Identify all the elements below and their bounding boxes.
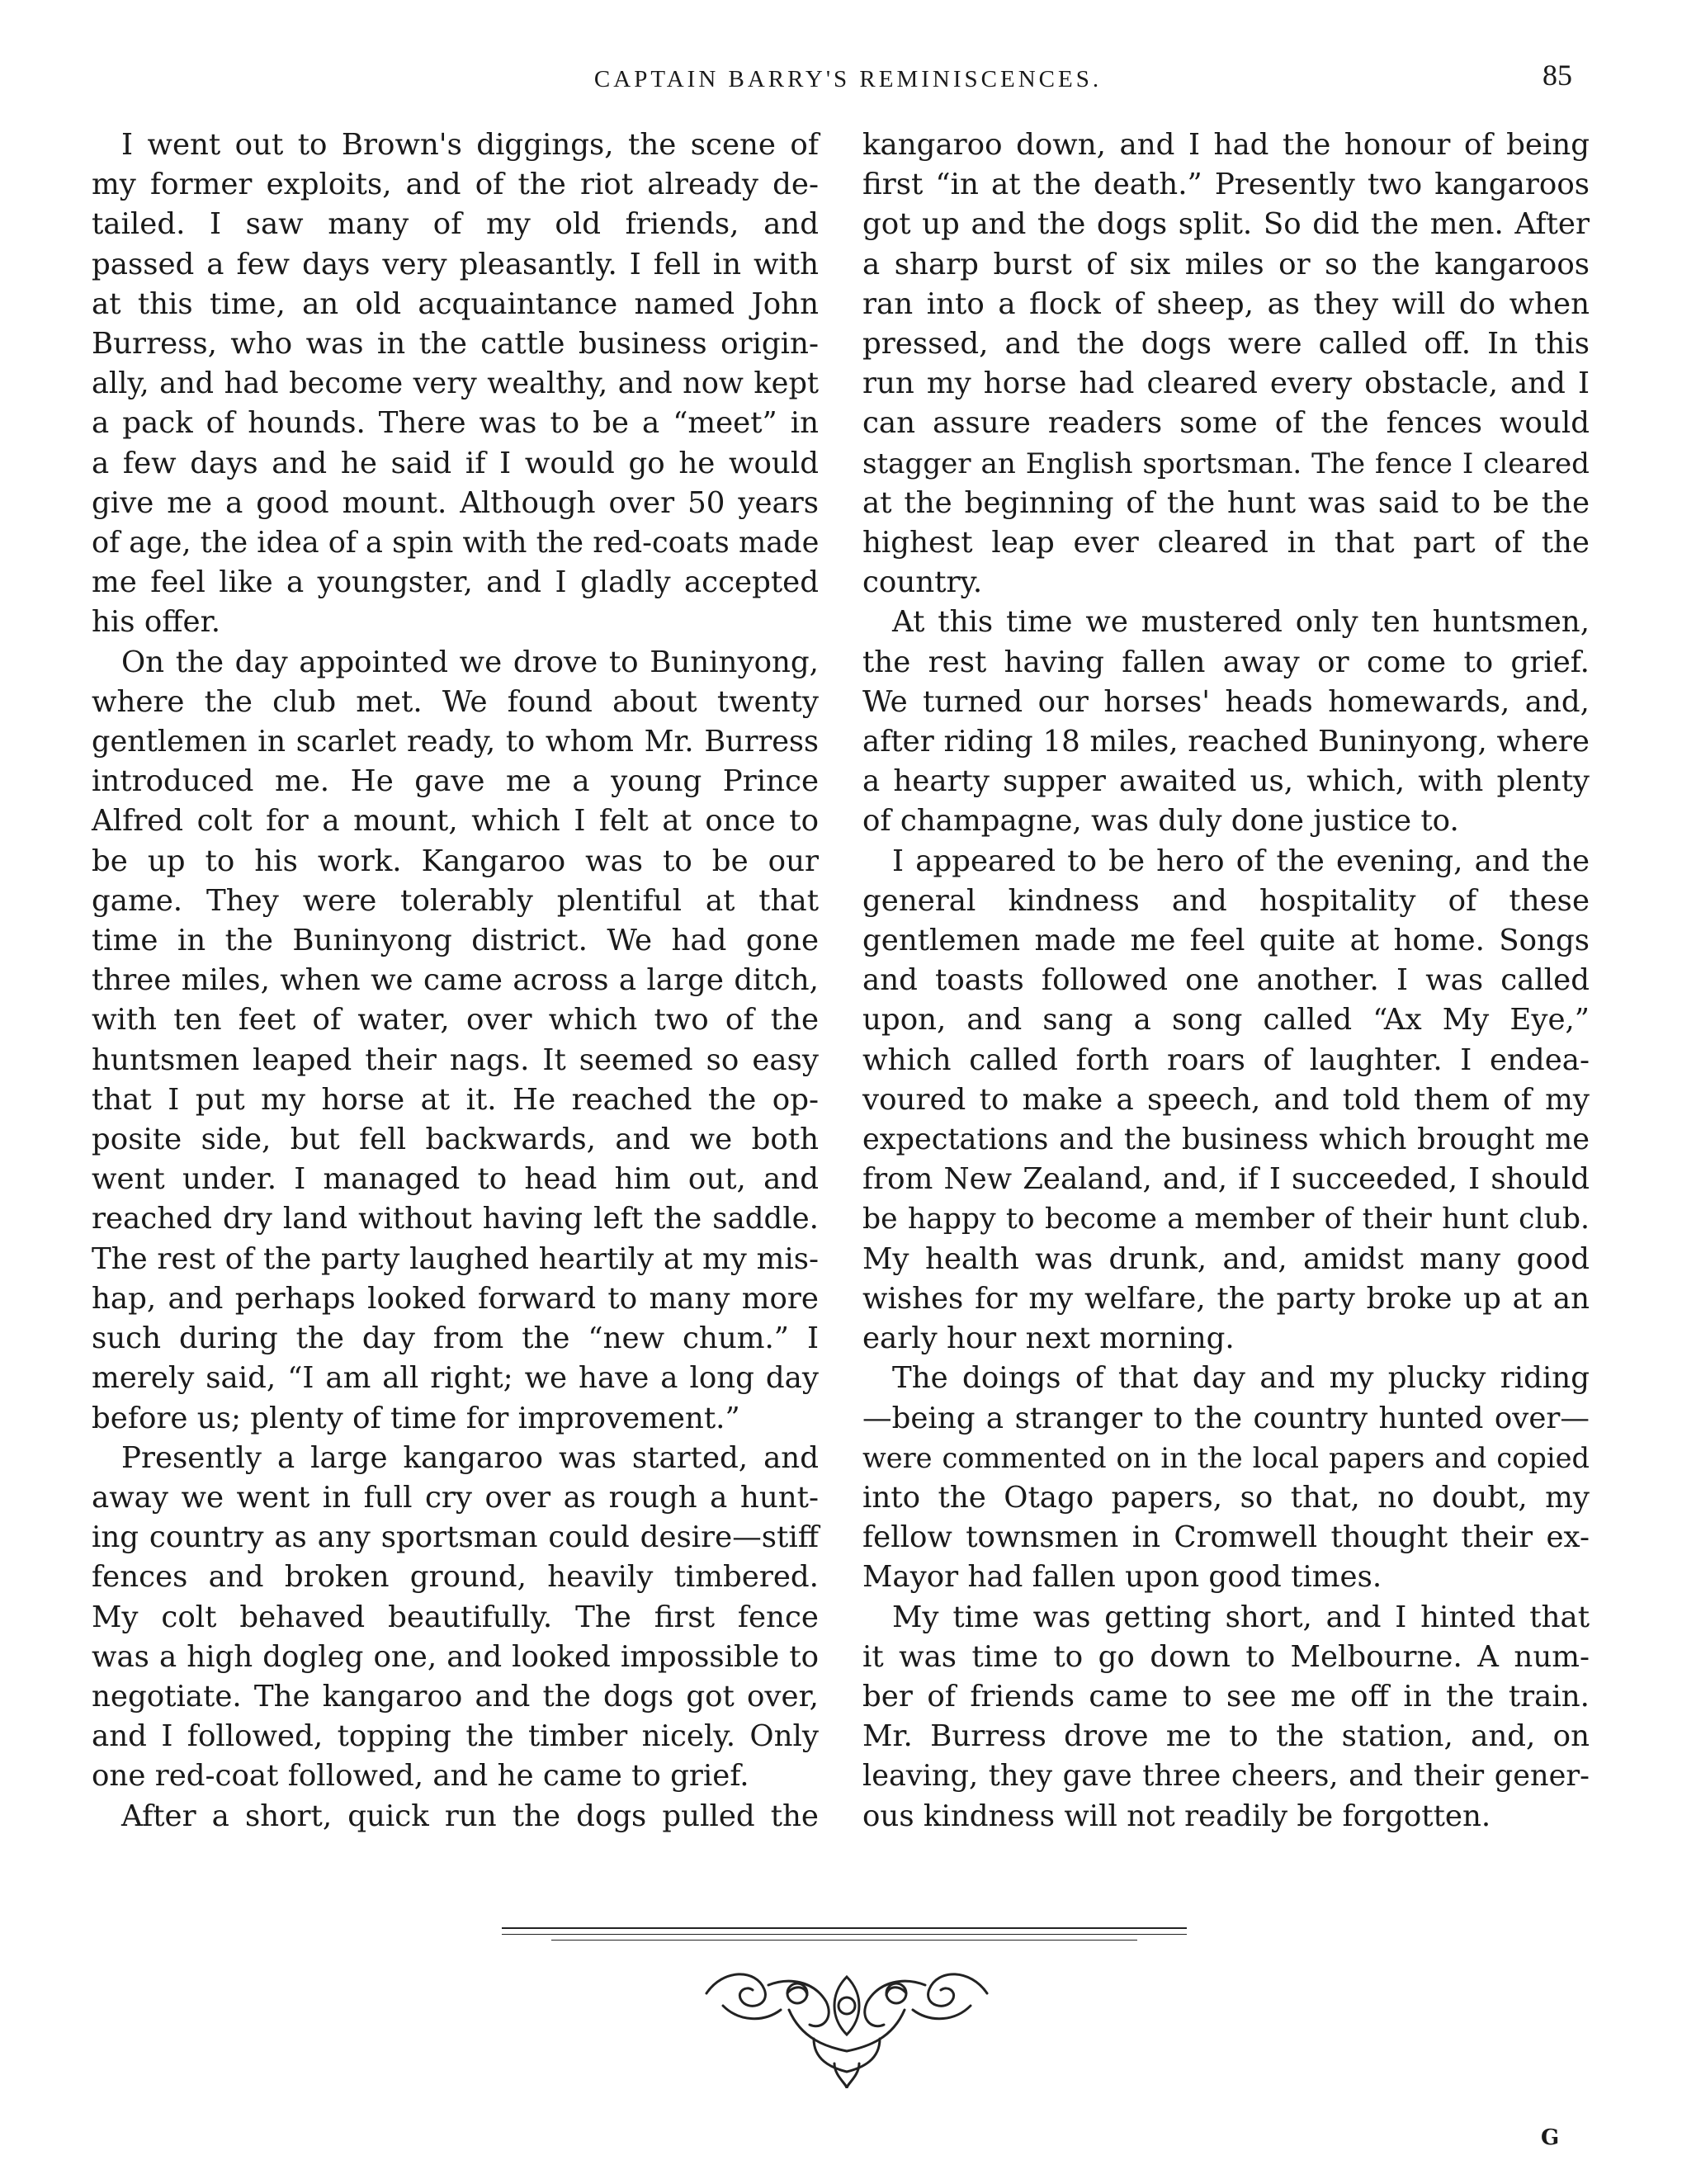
text-line: were commented on in the local papers and copied bbox=[862, 1441, 1590, 1474]
text-line: The doings of that day and my plucky riding bbox=[892, 1361, 1590, 1396]
text-line: into the Otago papers, so that, no doubt, my bbox=[862, 1480, 1590, 1515]
text-line: a sharp burst of six miles or so the kangaroos bbox=[862, 247, 1590, 281]
ornament-tailpiece-icon bbox=[690, 1960, 1004, 2092]
text-line: before us; plenty of time for improvement.” bbox=[92, 1401, 740, 1435]
text-line: kangaroo down, and I had the honour of being bbox=[862, 128, 1590, 162]
text-line: At this time we mustered only ten huntsmen, bbox=[892, 605, 1590, 640]
text-line: Alfred colt for a mount, which I felt at once to bbox=[92, 804, 819, 839]
text-line: ing country as any sportsman could desire—stiff bbox=[92, 1520, 819, 1555]
text-line: fellow townsmen in Cromwell thought their ex- bbox=[862, 1520, 1590, 1555]
text-line: The rest of the party laughed heartily at my mis- bbox=[92, 1241, 819, 1276]
text-line: away we went in full cry over as rough a hunt- bbox=[92, 1480, 819, 1515]
text-line: three miles, when we came across a large ditch, bbox=[92, 963, 819, 998]
text-line: leaving, they gave three cheers, and their gener- bbox=[862, 1759, 1590, 1794]
text-line: passed a few days very pleasantly. I fell in with bbox=[92, 247, 819, 281]
running-head: CAPTAIN BARRY'S REMINISCENCES. bbox=[593, 66, 1103, 92]
text-line: and toasts followed one another. I was called bbox=[862, 963, 1590, 998]
text-line: My time was getting short, and I hinted that bbox=[892, 1600, 1590, 1634]
text-line: and I followed, topping the timber nicely. Only bbox=[92, 1719, 819, 1754]
text-line: After a short, quick run the dogs pulled the bbox=[121, 1799, 819, 1833]
text-line: a pack of hounds. There was to be a “meet” in bbox=[92, 406, 819, 441]
text-line: Burress, who was in the cattle business origin- bbox=[92, 327, 819, 362]
text-line: Mayor had fallen upon good times. bbox=[862, 1560, 1382, 1595]
text-line: his offer. bbox=[92, 605, 221, 640]
text-line: which called forth roars of laughter. I endea- bbox=[862, 1042, 1590, 1077]
text-line: I appeared to be hero of the evening, and the bbox=[892, 844, 1590, 878]
text-line: ally, and had become very wealthy, and now kept bbox=[92, 366, 819, 401]
text-line: be up to his work. Kangaroo was to be our bbox=[92, 844, 819, 878]
text-line: me feel like a youngster, and I gladly accepted bbox=[92, 565, 819, 600]
text-line: can assure readers some of the fences would bbox=[862, 406, 1590, 441]
text-column-left bbox=[92, 125, 819, 1837]
text-line: early hour next morning. bbox=[862, 1321, 1235, 1356]
text-line: reached dry land without having left the saddle. bbox=[92, 1202, 819, 1236]
text-line: On the day appointed we drove to Buninyong, bbox=[121, 645, 819, 679]
text-line: got up and the dogs split. So did the men. After bbox=[862, 207, 1590, 242]
text-line: pressed, and the dogs were called off. In this bbox=[862, 327, 1590, 362]
text-line: country. bbox=[862, 565, 983, 600]
text-line: time in the Buninyong district. We had gone bbox=[92, 924, 819, 958]
text-column-right bbox=[862, 125, 1590, 1837]
text-line: wishes for my welfare, the party broke up at an bbox=[862, 1281, 1590, 1316]
text-line: at the beginning of the hunt was said to be the bbox=[862, 485, 1590, 520]
tailpiece-rules bbox=[502, 1927, 1187, 1945]
text-line: be happy to become a member of their hunt club. bbox=[862, 1203, 1590, 1236]
text-line: first “in at the death.” Presently two kangaroos bbox=[862, 168, 1590, 202]
text-line: gentlemen made me feel quite at home. Songs bbox=[862, 924, 1590, 958]
page-number: 85 bbox=[1542, 59, 1572, 92]
text-line: a hearty supper awaited us, which, with plenty bbox=[862, 764, 1590, 799]
text-line: My health was drunk, and, amidst many good bbox=[862, 1241, 1590, 1276]
text-line: I went out to Brown's diggings, the scene of bbox=[121, 128, 819, 162]
text-line: ber of friends came to see me off in the train. bbox=[862, 1679, 1590, 1714]
text-line: with ten feet of water, over which two of the bbox=[92, 1003, 819, 1038]
text-line: run my horse had cleared every obstacle, and I bbox=[862, 366, 1590, 401]
text-line: posite side, but fell backwards, and we both bbox=[92, 1123, 819, 1157]
text-line: merely said, “I am all right; we have a long day bbox=[92, 1361, 819, 1396]
text-line: went under. I managed to head him out, and bbox=[92, 1162, 819, 1197]
text-line: my former exploits, and of the riot already de- bbox=[92, 168, 819, 202]
text-line: general kindness and hospitality of these bbox=[862, 883, 1590, 918]
text-line: huntsmen leaped their nags. It seemed so easy bbox=[92, 1042, 819, 1077]
text-line: stagger an English sportsman. The fence I cleared bbox=[862, 447, 1590, 480]
text-line: such during the day from the “new chum.” I bbox=[92, 1321, 819, 1356]
text-line: —being a stranger to the country hunted over— bbox=[862, 1401, 1590, 1435]
text-line: one red-coat followed, and he came to grief. bbox=[92, 1759, 749, 1794]
text-line: at this time, an old acquaintance named John bbox=[92, 286, 819, 321]
text-line: Mr. Burress drove me to the station, and, on bbox=[862, 1719, 1590, 1754]
text-line: ran into a flock of sheep, as they will do when bbox=[862, 286, 1590, 321]
text-line: that I put my horse at it. He reached the op- bbox=[92, 1082, 819, 1117]
text-line: highest leap ever cleared in that part of the bbox=[862, 526, 1590, 560]
text-line: the rest having fallen away or come to grief. bbox=[862, 645, 1590, 679]
text-line: My colt behaved beautifully. The first fence bbox=[92, 1600, 819, 1634]
text-line: expectations and the business which brought me bbox=[862, 1123, 1590, 1157]
text-line: it was time to go down to Melbourne. A num- bbox=[862, 1639, 1590, 1674]
text-line: game. They were tolerably plentiful at that bbox=[92, 883, 819, 918]
text-line: where the club met. We found about twenty bbox=[92, 684, 819, 719]
text-line: was a high dogleg one, and looked impossible to bbox=[92, 1639, 819, 1674]
text-line: negotiate. The kangaroo and the dogs got over, bbox=[92, 1679, 819, 1714]
text-line: tailed. I saw many of my old friends, and bbox=[92, 207, 819, 242]
signature-mark: G bbox=[1541, 2125, 1560, 2150]
text-line: voured to make a speech, and told them of my bbox=[862, 1082, 1590, 1117]
text-line: Presently a large kangaroo was started, and bbox=[121, 1440, 819, 1475]
text-line: hap, and perhaps looked forward to many more bbox=[92, 1281, 819, 1316]
text-line: upon, and sang a song called “Ax My Eye,” bbox=[862, 1003, 1590, 1038]
text-line: fences and broken ground, heavily timbered. bbox=[92, 1560, 819, 1595]
text-line: of age, the idea of a spin with the red-coats made bbox=[92, 526, 820, 560]
text-line: introduced me. He gave me a young Prince bbox=[92, 764, 819, 799]
rule-line bbox=[502, 1927, 1187, 1929]
text-line: ous kindness will not readily be forgotten. bbox=[862, 1799, 1491, 1833]
text-line: of champagne, was duly done justice to. bbox=[862, 804, 1459, 839]
rule-line bbox=[502, 1934, 1187, 1935]
text-line: from New Zealand, and, if I succeeded, I should bbox=[862, 1162, 1590, 1197]
text-line: We turned our horses' heads homewards, and, bbox=[862, 684, 1590, 719]
text-line: a few days and he said if I would go he would bbox=[92, 446, 819, 480]
rule-line bbox=[551, 1940, 1137, 1941]
text-line: gentlemen in scarlet ready, to whom Mr. Burress bbox=[92, 725, 819, 759]
text-line: give me a good mount. Although over 50 years bbox=[92, 485, 819, 520]
text-line: after riding 18 miles, reached Buninyong, where bbox=[862, 725, 1590, 759]
